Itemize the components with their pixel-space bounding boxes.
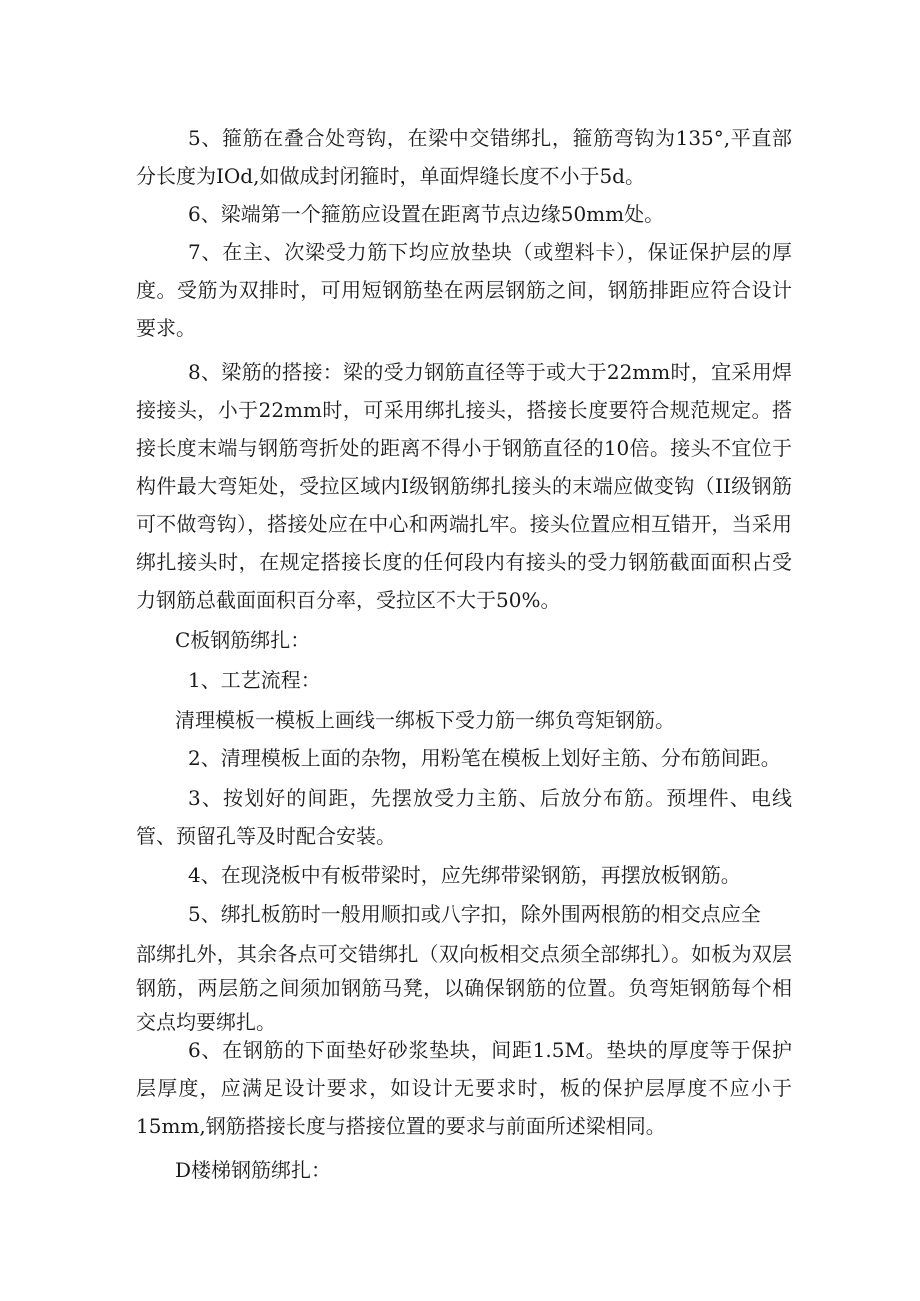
paragraph-place-main-bars: 3、按划好的间距，先摆放受力主筋、后放分布筋。预埋件、电线管、预留孔等及时配合安装。 [136, 786, 792, 848]
section-heading-stair: D楼梯钢筋绑扎： [175, 1158, 332, 1182]
paragraph-spacer-blocks: 7、在主、次梁受力筋下均应放垫块（或塑料卡），保证保护层的厚度。受筋为双排时，可用短钢筋垫在两层钢筋之间，钢筋排距应符合设计要求。 [136, 240, 792, 340]
paragraph-band-beam: 4、在现浇板中有板带梁时，应先绑带梁钢筋，再摆放板钢筋。 [188, 863, 741, 887]
paragraph-mortar-blocks: 6、在钢筋的下面垫好砂浆垫块，间距1.5M。垫块的厚度等于保护层厚度，应满足设计要求，如设计无要求时，板的保护层厚度不应小于15mm,钢筋搭接长度与搭接位置的要求与前面所述梁相同。 [136, 1038, 792, 1138]
paragraph-clean-formwork: 2、清理模板上面的杂物，用粉笔在模板上划好主筋、分布筋间距。 [188, 746, 781, 770]
paragraph-first-stirrup: 6、梁端第一个箍筋应设置在距离节点边缘50mm处。 [188, 202, 665, 226]
paragraph-tie-method: 5、绑扎板筋时一般用顺扣或八字扣，除外围两根筋的相交点应全 [188, 902, 761, 926]
paragraph-process-flow: 清理模板一模板上画线一绑板下受力筋一绑负弯矩钢筋。 [175, 708, 675, 732]
paragraph-stirrup-hook: 5、箍筋在叠合处弯钩，在梁中交错绑扎，箍筋弯钩为135°,平直部分长度为IOd,如做成封闭箍时，单面焊缝长度不小于5d。 [136, 126, 792, 188]
section-heading-slab: C板钢筋绑扎： [175, 628, 311, 652]
paragraph-beam-splice: 8、梁筋的搭接：梁的受力钢筋直径等于或大于22mm时，宜采用焊接接头，小于22mm时，可采用绑扎接头，搭接长度要符合规范规定。搭接长度末端与钢筋弯折处的距离不得小于钢筋直径的10倍。接头不宜位于构件最大弯矩处，受拉区域内I级钢筋绑扎接头的末端应做变钩（II级钢筋可不做弯钩），搭接处应在中心和两端扎牢。接头位置应相互错开，当采用绑扎接头时，在规定搭接长度的任何段内有接头的受力钢筋截面面积占受力钢筋总截面面积百分率，受拉区不大于50%。 [136, 360, 792, 612]
paragraph-tie-method-continued: 部绑扎外，其余各点可交错绑扎（双向板相交点须全部绑扎）。如板为双层钢筋，两层筋之间须加钢筋马凳，以确保钢筋的位置。负弯矩钢筋每个相交点均要绑扎。 [136, 942, 792, 1034]
paragraph-process-title: 1、工艺流程： [188, 668, 321, 692]
